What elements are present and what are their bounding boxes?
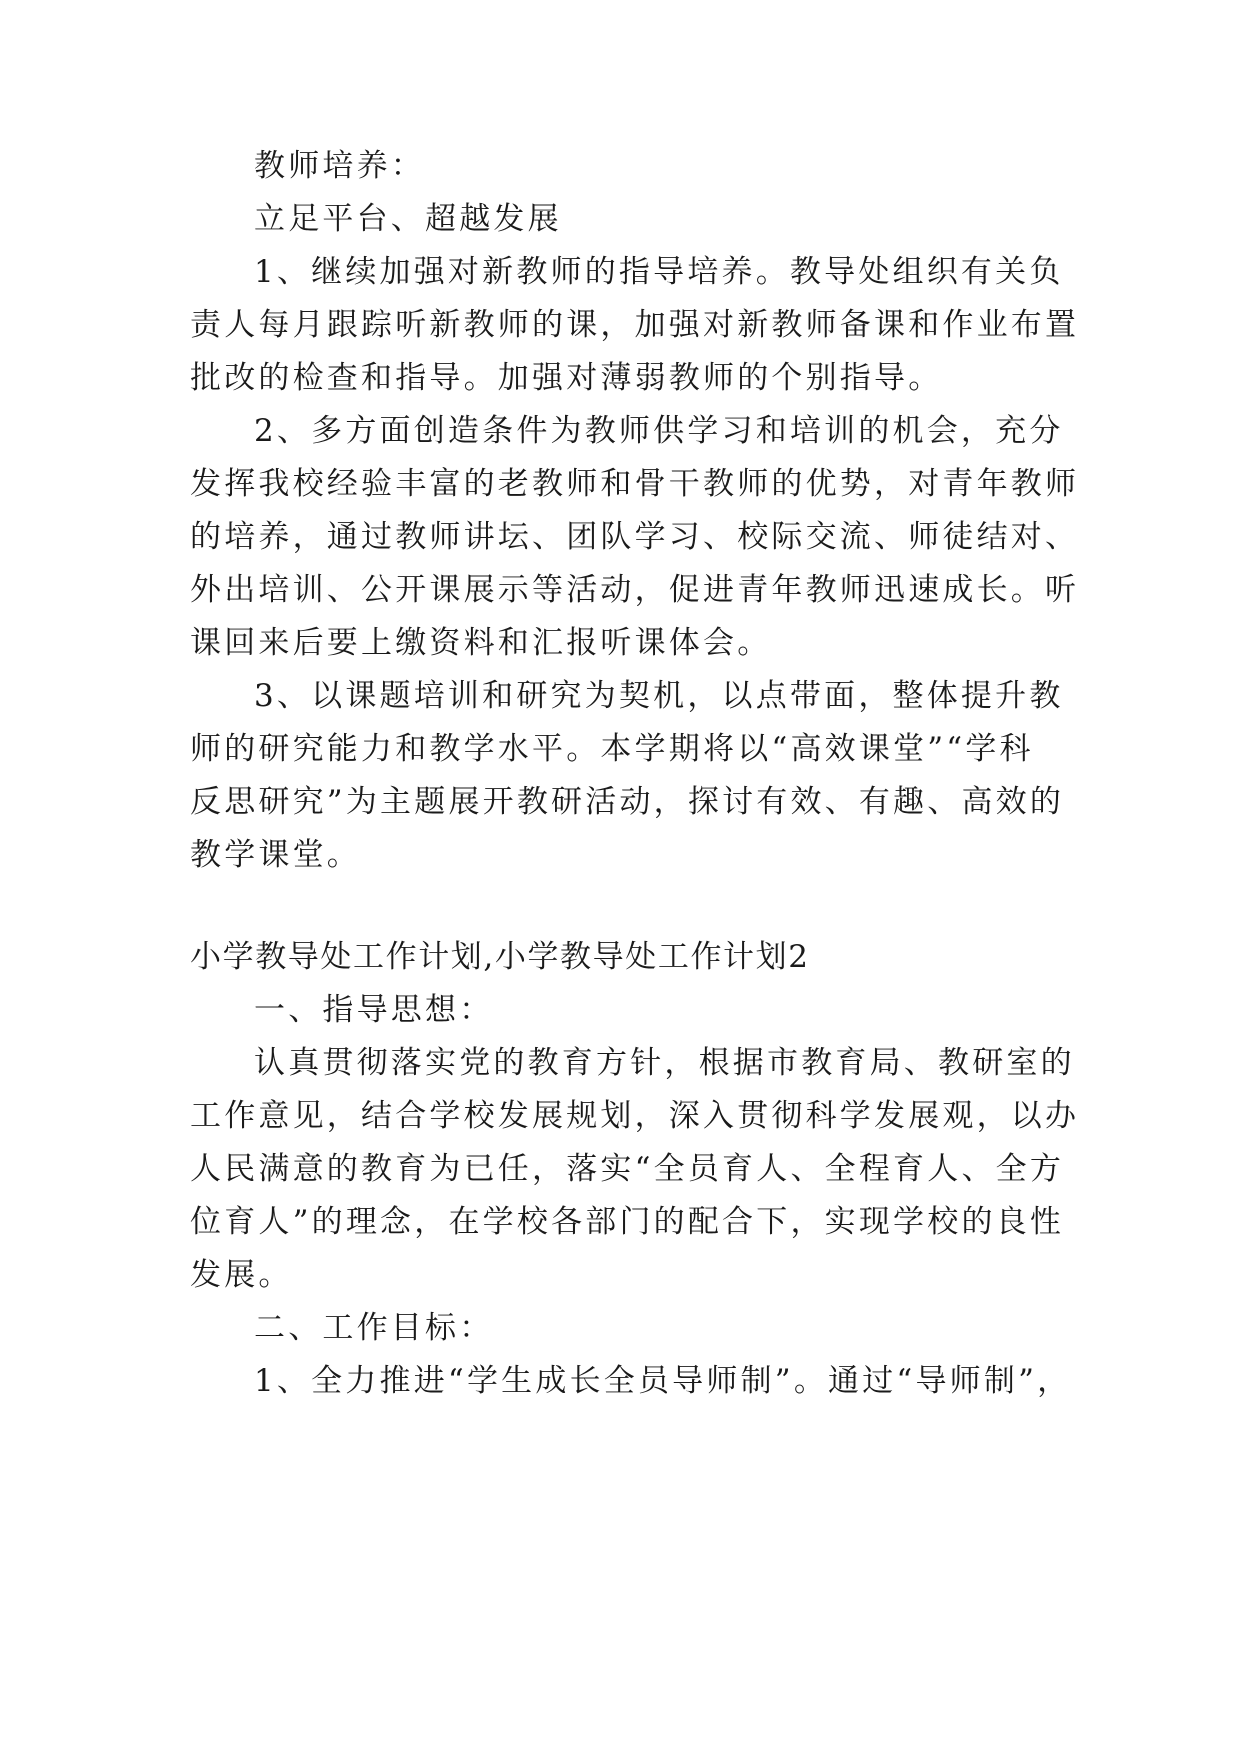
paragraph-line: 3、以课题培训和研究为契机，以点带面，整体提升教 xyxy=(254,678,1064,714)
paragraph-line: 2、多方面创造条件为教师供学习和培训的机会，充分 xyxy=(254,413,1064,449)
section-subheading: 立足平台、超越发展 xyxy=(254,201,562,237)
paragraph-line: 批改的检查和指导。加强对薄弱教师的个别指导。 xyxy=(190,360,943,396)
section-heading: 二、工作目标： xyxy=(254,1310,494,1346)
paragraph-line: 位育人”的理念，在学校各部门的配合下，实现学校的良性 xyxy=(190,1204,1065,1240)
section-heading: 一、指导思想： xyxy=(254,992,494,1028)
paragraph-line: 的培养，通过教师讲坛、团队学习、校际交流、师徒结对、 xyxy=(190,519,1080,555)
paragraph-line: 教学课堂。 xyxy=(190,837,361,873)
paragraph-line: 课回来后要上缴资料和汇报听课体会。 xyxy=(190,625,772,661)
document-title: 小学教导处工作计划,小学教导处工作计划2 xyxy=(190,939,810,975)
paragraph-line: 1、继续加强对新教师的指导培养。教导处组织有关负 xyxy=(254,254,1064,290)
section-heading: 教师培养： xyxy=(254,148,425,184)
paragraph-line: 反思研究”为主题展开教研活动，探讨有效、有趣、高效的 xyxy=(190,784,1065,820)
paragraph-line: 外出培训、公开课展示等活动，促进青年教师迅速成长。听 xyxy=(190,572,1080,608)
paragraph-line: 师的研究能力和教学水平。本学期将以“高效课堂”“学科 xyxy=(190,731,1034,767)
paragraph-line: 人民满意的教育为已任，落实“全员育人、全程育人、全方 xyxy=(190,1151,1065,1187)
paragraph-line: 1、全力推进“学生成长全员导师制”。通过“导师制”， xyxy=(254,1363,1072,1399)
paragraph-line: 认真贯彻落实党的教育方针，根据市教育局、教研室的 xyxy=(254,1045,1075,1081)
paragraph-line: 发展。 xyxy=(190,1257,293,1293)
paragraph-line: 发挥我校经验丰富的老教师和骨干教师的优势，对青年教师 xyxy=(190,466,1080,502)
paragraph-line: 责人每月跟踪听新教师的课，加强对新教师备课和作业布置 xyxy=(190,307,1080,343)
paragraph-line: 工作意见，结合学校发展规划，深入贯彻科学发展观，以办 xyxy=(190,1098,1080,1134)
